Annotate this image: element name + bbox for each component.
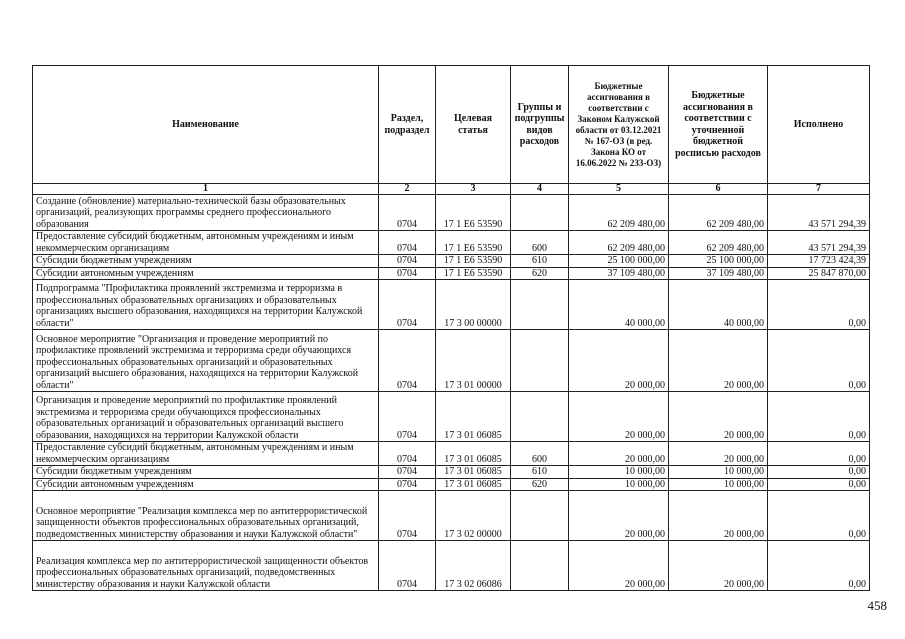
row-executed: 25 847 870,00 [768,267,870,280]
row-approved: 10 000,00 [569,466,669,479]
row-expense-group [511,280,569,330]
row-executed: 0,00 [768,392,870,442]
row-section: 0704 [379,392,436,442]
row-expense-group: 620 [511,267,569,280]
row-refined: 62 209 480,00 [669,231,768,255]
header-row [33,66,870,184]
row-executed: 0,00 [768,491,870,541]
table-row [33,255,870,268]
row-refined: 20 000,00 [669,491,768,541]
row-name: Предоставление субсидий бюджетным, автономным учреждениям и иным некоммерческим организациям [33,442,379,466]
row-refined: 37 109 480,00 [669,267,768,280]
row-expense-group [511,392,569,442]
table-row [33,491,870,541]
row-target-article: 17 1 Е6 53590 [436,195,511,231]
row-expense-group [511,541,569,591]
row-target-article: 17 1 Е6 53590 [436,231,511,255]
row-target-article: 17 3 02 00000 [436,491,511,541]
row-target-article: 17 1 Е6 53590 [436,267,511,280]
row-expense-group: 610 [511,466,569,479]
row-target-article: 17 3 01 06085 [436,466,511,479]
header-executed: Исполнено [768,66,870,184]
row-name: Подпрограмма "Профилактика проявлений экстремизма и терроризма в профессиональных образовательных организациях и образовательных организациях высшего образования, находящихся на территории Калужской области" [33,280,379,330]
column-number: 6 [669,184,768,195]
column-number: 3 [436,184,511,195]
row-approved: 20 000,00 [569,541,669,591]
row-refined: 25 100 000,00 [669,255,768,268]
header-refined-allocations: Бюджетные ассигнования в соответствии с уточненной бюджетной росписью расходов [669,66,768,184]
row-executed: 0,00 [768,541,870,591]
row-approved: 20 000,00 [569,330,669,392]
row-target-article: 17 3 01 06085 [436,478,511,491]
row-executed: 0,00 [768,330,870,392]
header-name: Наименование [33,66,379,184]
header-section: Раздел, подраздел [379,66,436,184]
column-number: 7 [768,184,870,195]
row-name: Основное мероприятие "Реализация комплекса мер по антитеррористической защищенности объектов профессиональных образовательных организаций, подведомственных министерству образования и науки Калужской области" [33,491,379,541]
row-approved: 62 209 480,00 [569,231,669,255]
row-approved: 40 000,00 [569,280,669,330]
row-approved: 25 100 000,00 [569,255,669,268]
table-row [33,541,870,591]
header-approved-allocations: Бюджетные ассигнования в соответствии с Законом Калужской области от 03.12.2021 № 167-ОЗ (в ред. Закона КО от 16.06.2022 № 233-ОЗ) [569,66,669,184]
column-number: 1 [33,184,379,195]
row-executed: 0,00 [768,442,870,466]
row-executed: 43 571 294,39 [768,195,870,231]
row-expense-group [511,330,569,392]
row-name: Предоставление субсидий бюджетным, автономным учреждениям и иным некоммерческим организациям [33,231,379,255]
table-row [33,392,870,442]
row-expense-group [511,195,569,231]
row-name: Основное мероприятие "Организация и проведение мероприятий по профилактике проявлений экстремизма и терроризма среди обучающихся профессиональных образовательных организаций и образовательных организаций высшего образования, находящихся на территории Калужской области" [33,330,379,392]
row-section: 0704 [379,255,436,268]
row-approved: 37 109 480,00 [569,267,669,280]
row-expense-group: 600 [511,442,569,466]
table-row [33,466,870,479]
table-row [33,280,870,330]
row-expense-group: 610 [511,255,569,268]
row-target-article: 17 3 01 00000 [436,330,511,392]
row-approved: 62 209 480,00 [569,195,669,231]
page-number: 458 [867,598,887,613]
column-number-row [33,184,870,195]
row-executed: 0,00 [768,280,870,330]
row-expense-group [511,491,569,541]
table-row [33,231,870,255]
table-row [33,478,870,491]
column-number: 5 [569,184,669,195]
row-expense-group: 620 [511,478,569,491]
row-name: Реализация комплекса мер по антитеррористической защищенности объектов профессиональных образовательных организаций, подведомственных министерству образования и науки Калужской области [33,541,379,591]
row-refined: 40 000,00 [669,280,768,330]
row-approved: 20 000,00 [569,491,669,541]
row-refined: 62 209 480,00 [669,195,768,231]
row-section: 0704 [379,491,436,541]
row-section: 0704 [379,195,436,231]
row-name: Субсидии автономным учреждениям [33,478,379,491]
row-section: 0704 [379,231,436,255]
row-target-article: 17 3 02 06086 [436,541,511,591]
budget-table [32,65,870,591]
row-executed: 0,00 [768,478,870,491]
row-approved: 20 000,00 [569,392,669,442]
row-section: 0704 [379,330,436,392]
table-row [33,267,870,280]
header-target-article: Целевая статья [436,66,511,184]
row-target-article: 17 1 Е6 53590 [436,255,511,268]
row-section: 0704 [379,280,436,330]
row-name: Организация и проведение мероприятий по профилактике проявлений экстремизма и терроризма среди обучающихся профессиональных образовательных организаций и образовательных организаций высшего образования, находящихся на территории Калужской области [33,392,379,442]
row-name: Создание (обновление) материально-технической базы образовательных организаций, реализующих программы среднего профессионального образования [33,195,379,231]
row-expense-group: 600 [511,231,569,255]
row-section: 0704 [379,267,436,280]
row-section: 0704 [379,466,436,479]
row-approved: 10 000,00 [569,478,669,491]
row-refined: 20 000,00 [669,330,768,392]
row-executed: 0,00 [768,466,870,479]
row-refined: 10 000,00 [669,478,768,491]
row-refined: 10 000,00 [669,466,768,479]
row-name: Субсидии автономным учреждениям [33,267,379,280]
row-section: 0704 [379,541,436,591]
table-row [33,195,870,231]
row-section: 0704 [379,478,436,491]
column-number: 2 [379,184,436,195]
table-row [33,330,870,392]
row-refined: 20 000,00 [669,541,768,591]
row-target-article: 17 3 00 00000 [436,280,511,330]
row-target-article: 17 3 01 06085 [436,392,511,442]
row-section: 0704 [379,442,436,466]
table-row [33,442,870,466]
row-refined: 20 000,00 [669,442,768,466]
row-executed: 17 723 424,39 [768,255,870,268]
row-approved: 20 000,00 [569,442,669,466]
row-name: Субсидии бюджетным учреждениям [33,466,379,479]
row-executed: 43 571 294,39 [768,231,870,255]
row-target-article: 17 3 01 06085 [436,442,511,466]
header-expense-groups: Группы и подгруппы видов расходов [511,66,569,184]
row-name: Субсидии бюджетным учреждениям [33,255,379,268]
row-refined: 20 000,00 [669,392,768,442]
column-number: 4 [511,184,569,195]
